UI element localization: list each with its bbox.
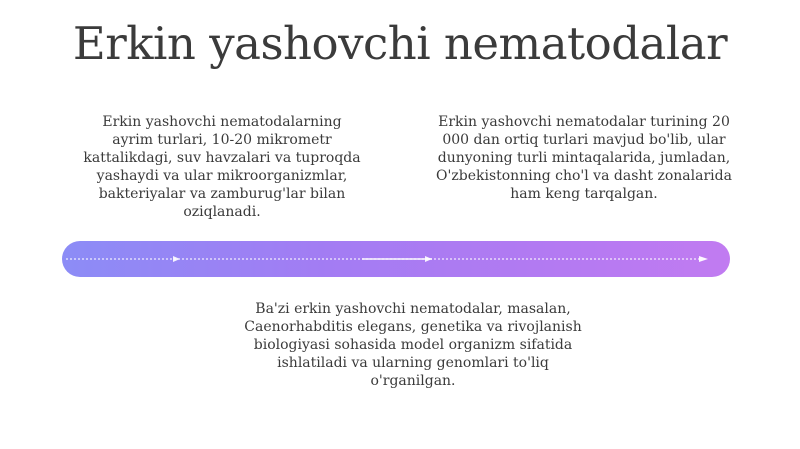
arrow-head-icon	[173, 256, 180, 262]
text-block-top-right: Erkin yashovchi nematodalar turining 20 000 dan ortiq turlari mavjud bo'lib, ular dunyoning turli mintaqalarida, jumladan, O'zbekistonning cho'l va dasht zonalarida ham keng tarqalgan.	[436, 114, 732, 202]
slide-title: Erkin yashovchi nematodalar	[72, 17, 728, 70]
text-block-bottom: Ba'zi erkin yashovchi nematodalar, masalan, Caenorhabditis elegans, genetika va rivojlanish biologiyasi sohasida model organizm sifatida ishlatiladi va ularning genomlari to'liq o'rganilgan.	[244, 301, 582, 389]
arrow-head-icon	[699, 256, 708, 262]
text-block-top-left: Erkin yashovchi nematodalarning ayrim turlari, 10-20 mikrometr kattalikdagi, suv havzalari va tuproqda yashaydi va ular mikroorganizmlar, bakteriyalar va zamburug'lar bilan oziqlanadi.	[83, 114, 361, 220]
timeline-bar	[62, 241, 730, 277]
arrow-head-icon	[425, 256, 432, 262]
timeline-arrow-line	[62, 241, 730, 277]
